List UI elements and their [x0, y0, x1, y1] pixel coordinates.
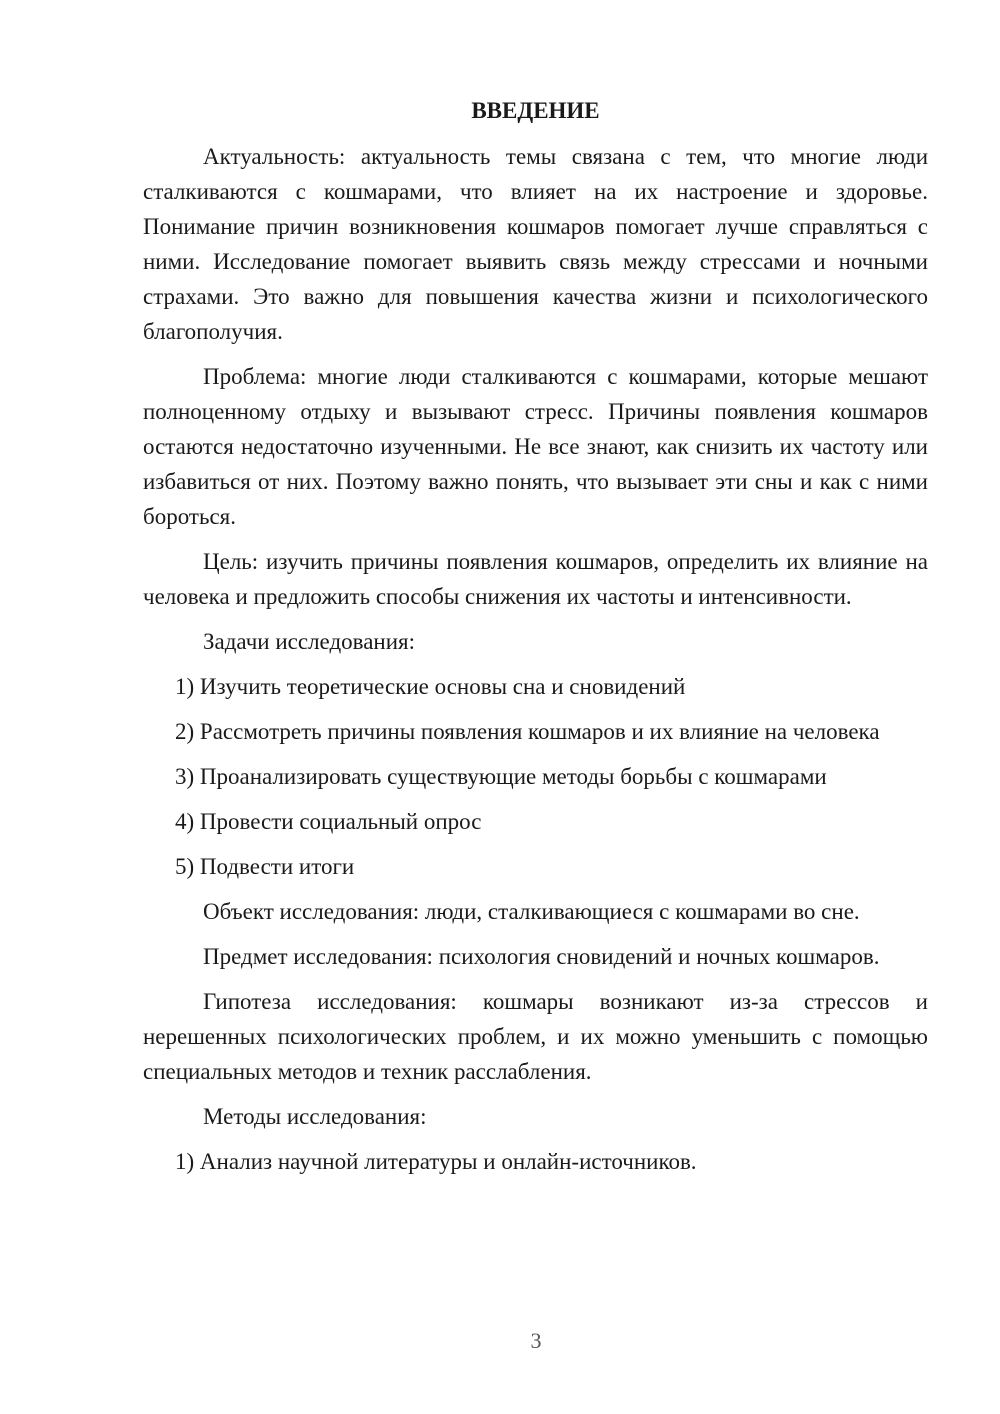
problem-paragraph: Проблема: многие люди сталкиваются с кошмарами, которые мешают полноценному отдыху и вызывают стресс. Причины появления кошмаров остаются недостаточно изученными. Не все знают, как снизить их частоту или избавиться от них. Поэтому важно понять, что вызывает эти сны и как с ними бороться.: [143, 364, 928, 529]
task-item-3: 3) Проанализировать существующие методы борьбы с кошмарами: [175, 764, 827, 789]
goal-paragraph: Цель: изучить причины появления кошмаров, определить их влияние на человека и предложить способы снижения их частоты и интенсивности.: [143, 549, 928, 609]
tasks-heading: Задачи исследования:: [203, 629, 416, 654]
page-content: [143, 93, 928, 1189]
relevance-paragraph: Актуальность: актуальность темы связана с тем, что многие люди сталкиваются с кошмарами, что влияет на их настроение и здоровье. Понимание причин возникновения кошмаров помогает лучше справляться с ними. Исследование помогает выявить связь между стрессами и ночными страхами. Это важно для повышения качества жизни и психологического благополучия.: [143, 144, 928, 344]
hypothesis-paragraph: Гипотеза исследования: кошмары возникают из-за стрессов и нерешенных психологических проблем, и их можно уменьшить с помощью специальных методов и техник расслабления.: [143, 989, 928, 1084]
task-item-1: 1) Изучить теоретические основы сна и сновидений: [175, 674, 686, 699]
task-item-2: 2) Рассмотреть причины появления кошмаров и их влияние на человека: [175, 719, 880, 744]
method-item-1: 1) Анализ научной литературы и онлайн-источников.: [175, 1149, 697, 1174]
section-title: ВВЕДЕНИЕ: [471, 98, 600, 123]
methods-heading: Методы исследования:: [203, 1104, 427, 1129]
task-item-5: 5) Подвести итоги: [175, 854, 355, 879]
task-item-4: 4) Провести социальный опрос: [175, 809, 482, 834]
subject-paragraph: Предмет исследования: психология сновидений и ночных кошмаров.: [203, 944, 880, 969]
page-number: 3: [530, 1328, 542, 1353]
object-paragraph: Объект исследования: люди, сталкивающиеся с кошмарами во сне.: [203, 899, 860, 924]
